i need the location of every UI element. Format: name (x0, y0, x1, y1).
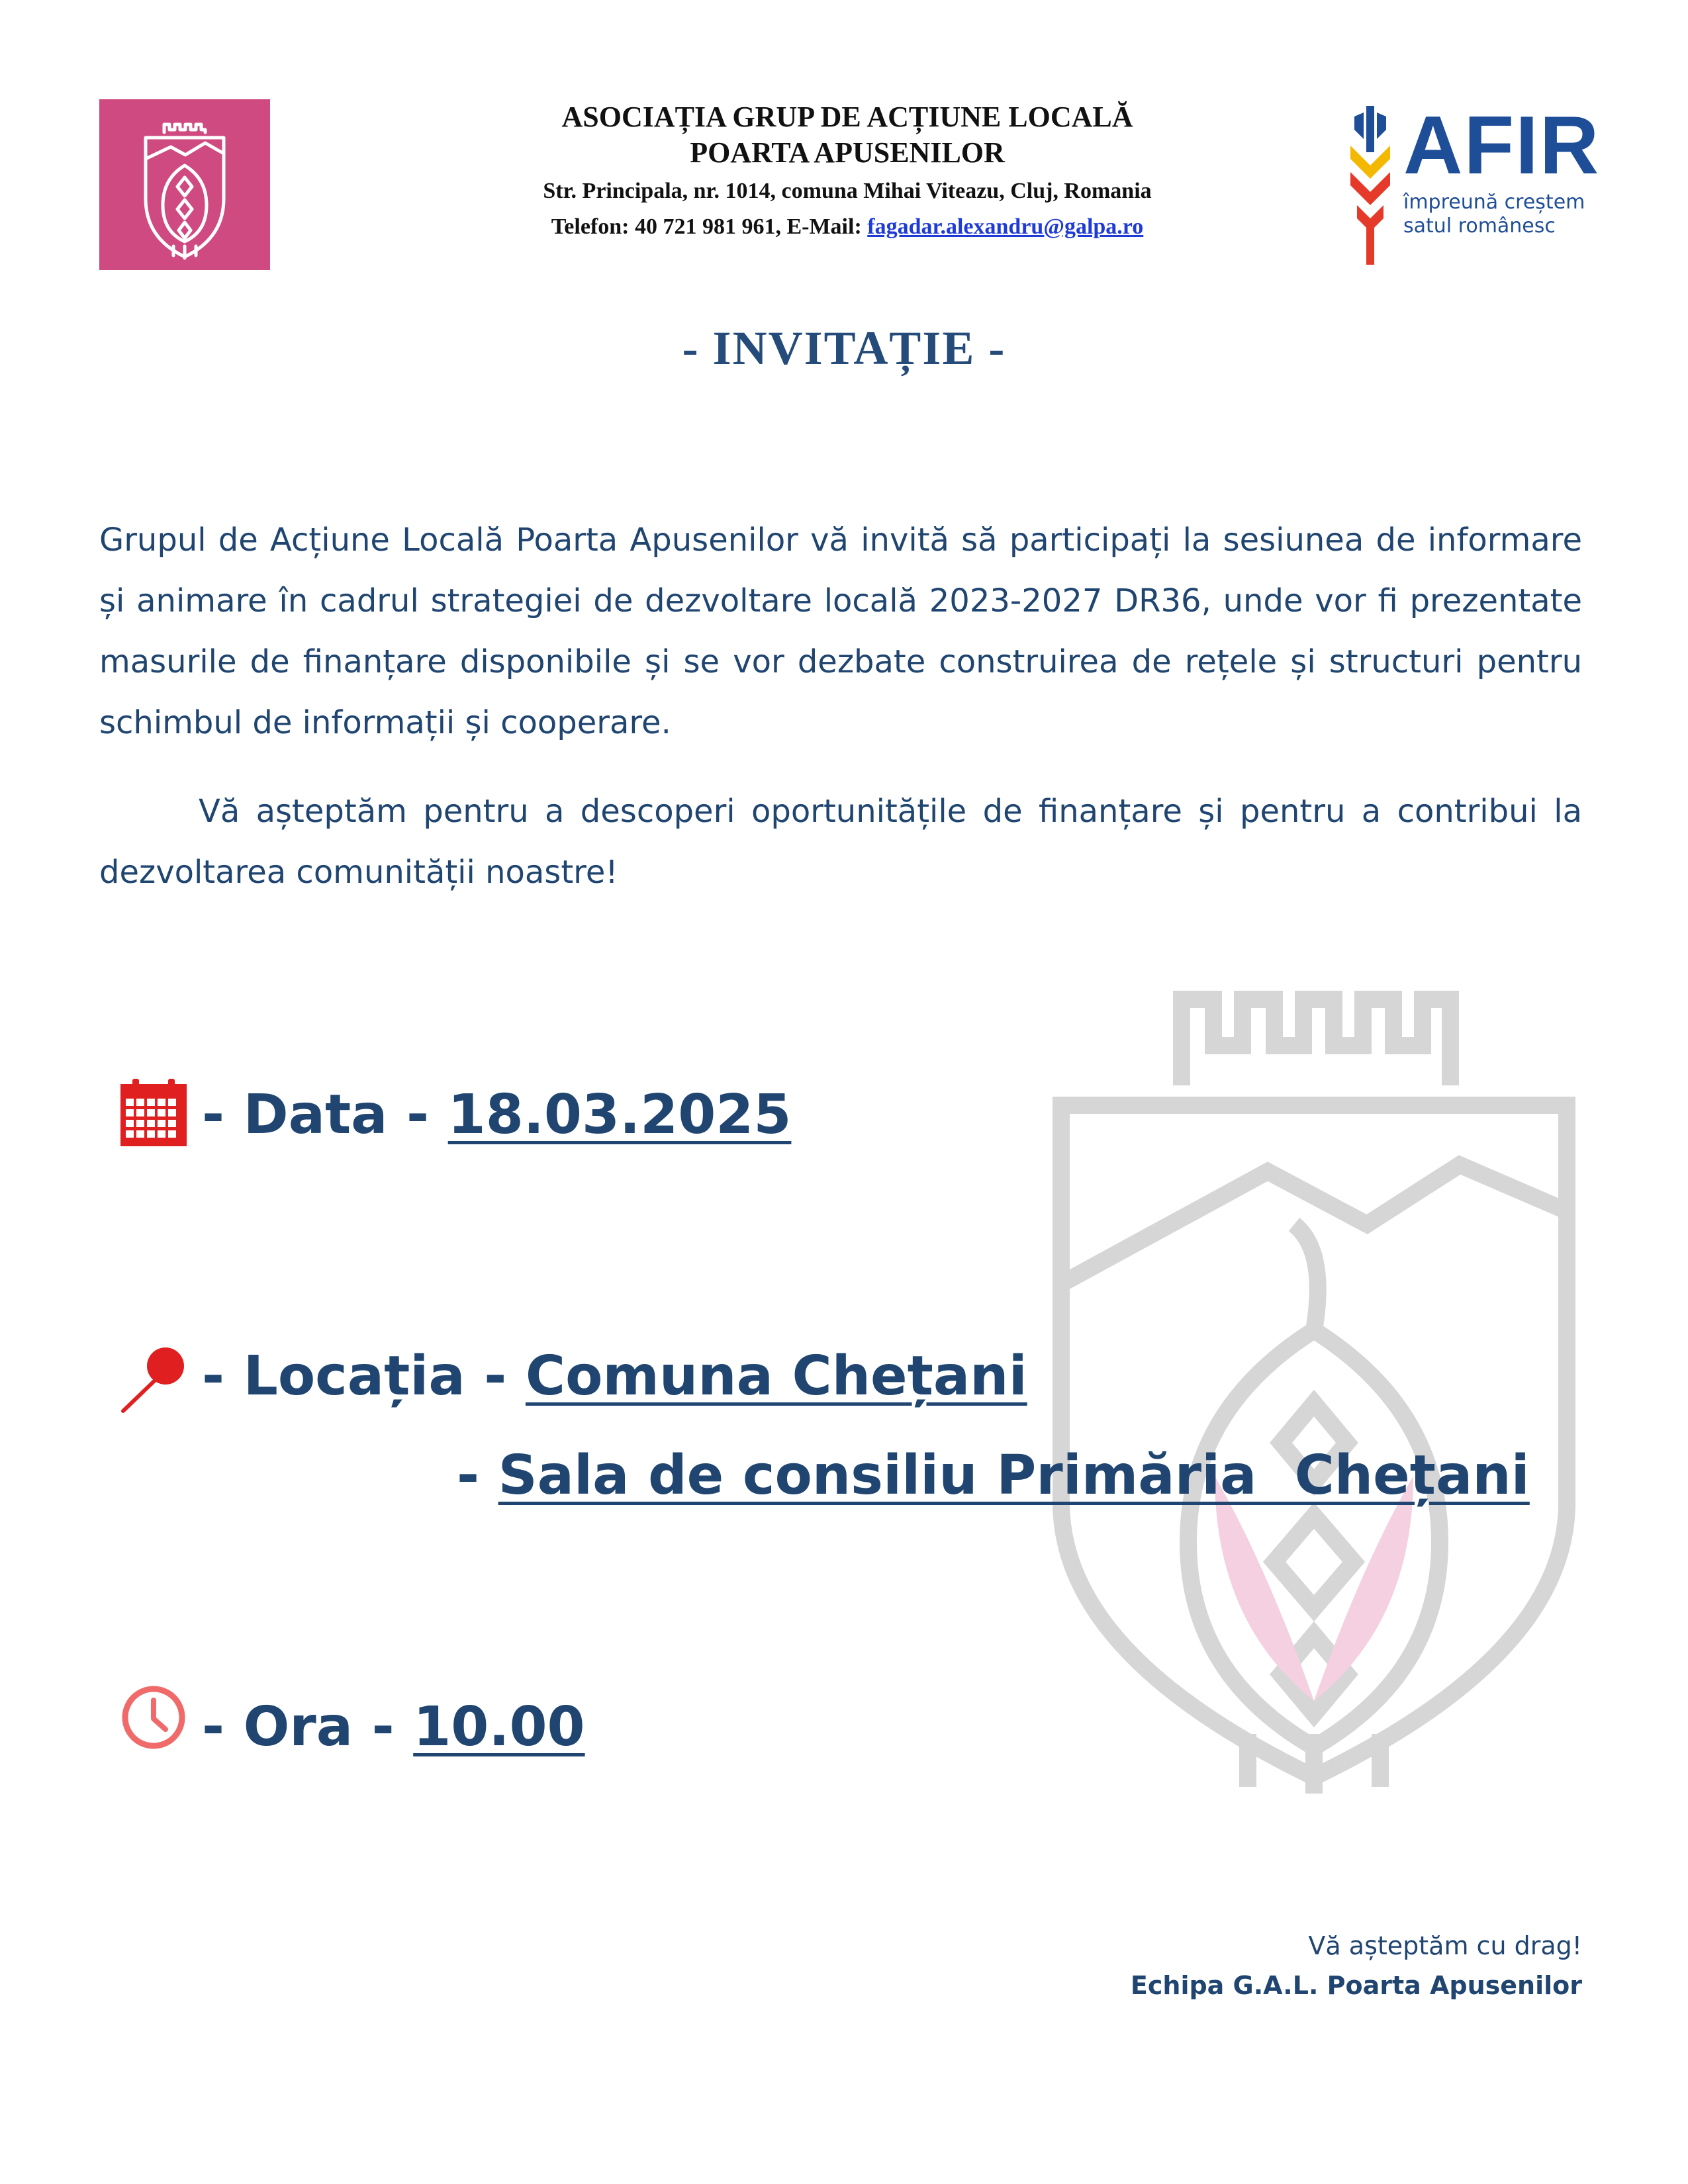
org-name-line1: ASOCIAȚIA GRUP DE ACȚIUNE LOCALĂ (561, 101, 1133, 133)
event-time (202, 1694, 585, 1760)
afir-tagline (1403, 191, 1585, 238)
org-address: Str. Principala, nr. 1014, comuna Mihai Viteazu, Cluj, Romania (543, 179, 1152, 203)
afir-name: AFIR (1403, 100, 1601, 191)
afir-wheat-icon (1337, 99, 1403, 271)
crest-watermark-icon (1049, 973, 1579, 1794)
phone-text: Telefon: 40 721 981 961, E-Mail: (551, 214, 868, 239)
email-link[interactable]: fagadar.alexandru@galpa.ro (867, 214, 1144, 239)
gal-crest-icon (99, 99, 270, 270)
afir-tagline-line1: împreună creștem (1403, 191, 1585, 214)
invitation-paragraph-1: Grupul de Acțiune Locală Poarta Apusenilor vă invită să participați la sesiunea de informare și animare în cadrul strategiei de dezvoltare locală 2023-2027 DR36, unde vor fi prezentate masurile de finanțare disponibile și se vor dezbate construirea de rețele și structuri pentru schimbul de informații și cooperare. (99, 522, 1582, 741)
venue-prefix: - (457, 1444, 498, 1507)
location-value: Comuna Chețani (525, 1345, 1027, 1408)
invitation-paragraph-2: Vă așteptăm pentru a descoperi oportunitățile de finanțare și pentru a contribui la dezvoltarea comunității noastre! (99, 793, 1582, 891)
location-label: - Locația - (202, 1345, 526, 1408)
pushpin-icon (118, 1343, 191, 1416)
date-value: 18.03.2025 (447, 1083, 792, 1146)
date-label: - Data - (202, 1083, 448, 1146)
afir-tagline-line2: satul românesc (1403, 214, 1556, 238)
event-venue (457, 1443, 1530, 1509)
org-name-line2: POARTA APUSENILOR (690, 136, 1005, 169)
event-location (202, 1343, 1027, 1410)
event-date (202, 1082, 791, 1148)
time-label: - Ora - (202, 1696, 414, 1758)
organization-header (371, 99, 1324, 245)
afir-logo (1337, 99, 1601, 271)
page-title: - INVITAȚIE - (682, 322, 1006, 375)
gal-crest-logo (99, 99, 270, 270)
closing-line: Vă așteptăm cu drag! (1308, 1931, 1582, 1960)
signature-line: Echipa G.A.L. Poarta Apusenilor (1130, 1971, 1582, 2000)
venue-value: Sala de consiliu Primăria Chețani (498, 1444, 1530, 1507)
org-contact (371, 209, 1324, 245)
crest-watermark (1049, 973, 1579, 1794)
time-value: 10.00 (413, 1696, 585, 1758)
clock-icon (120, 1684, 187, 1751)
calendar-icon (118, 1077, 189, 1149)
